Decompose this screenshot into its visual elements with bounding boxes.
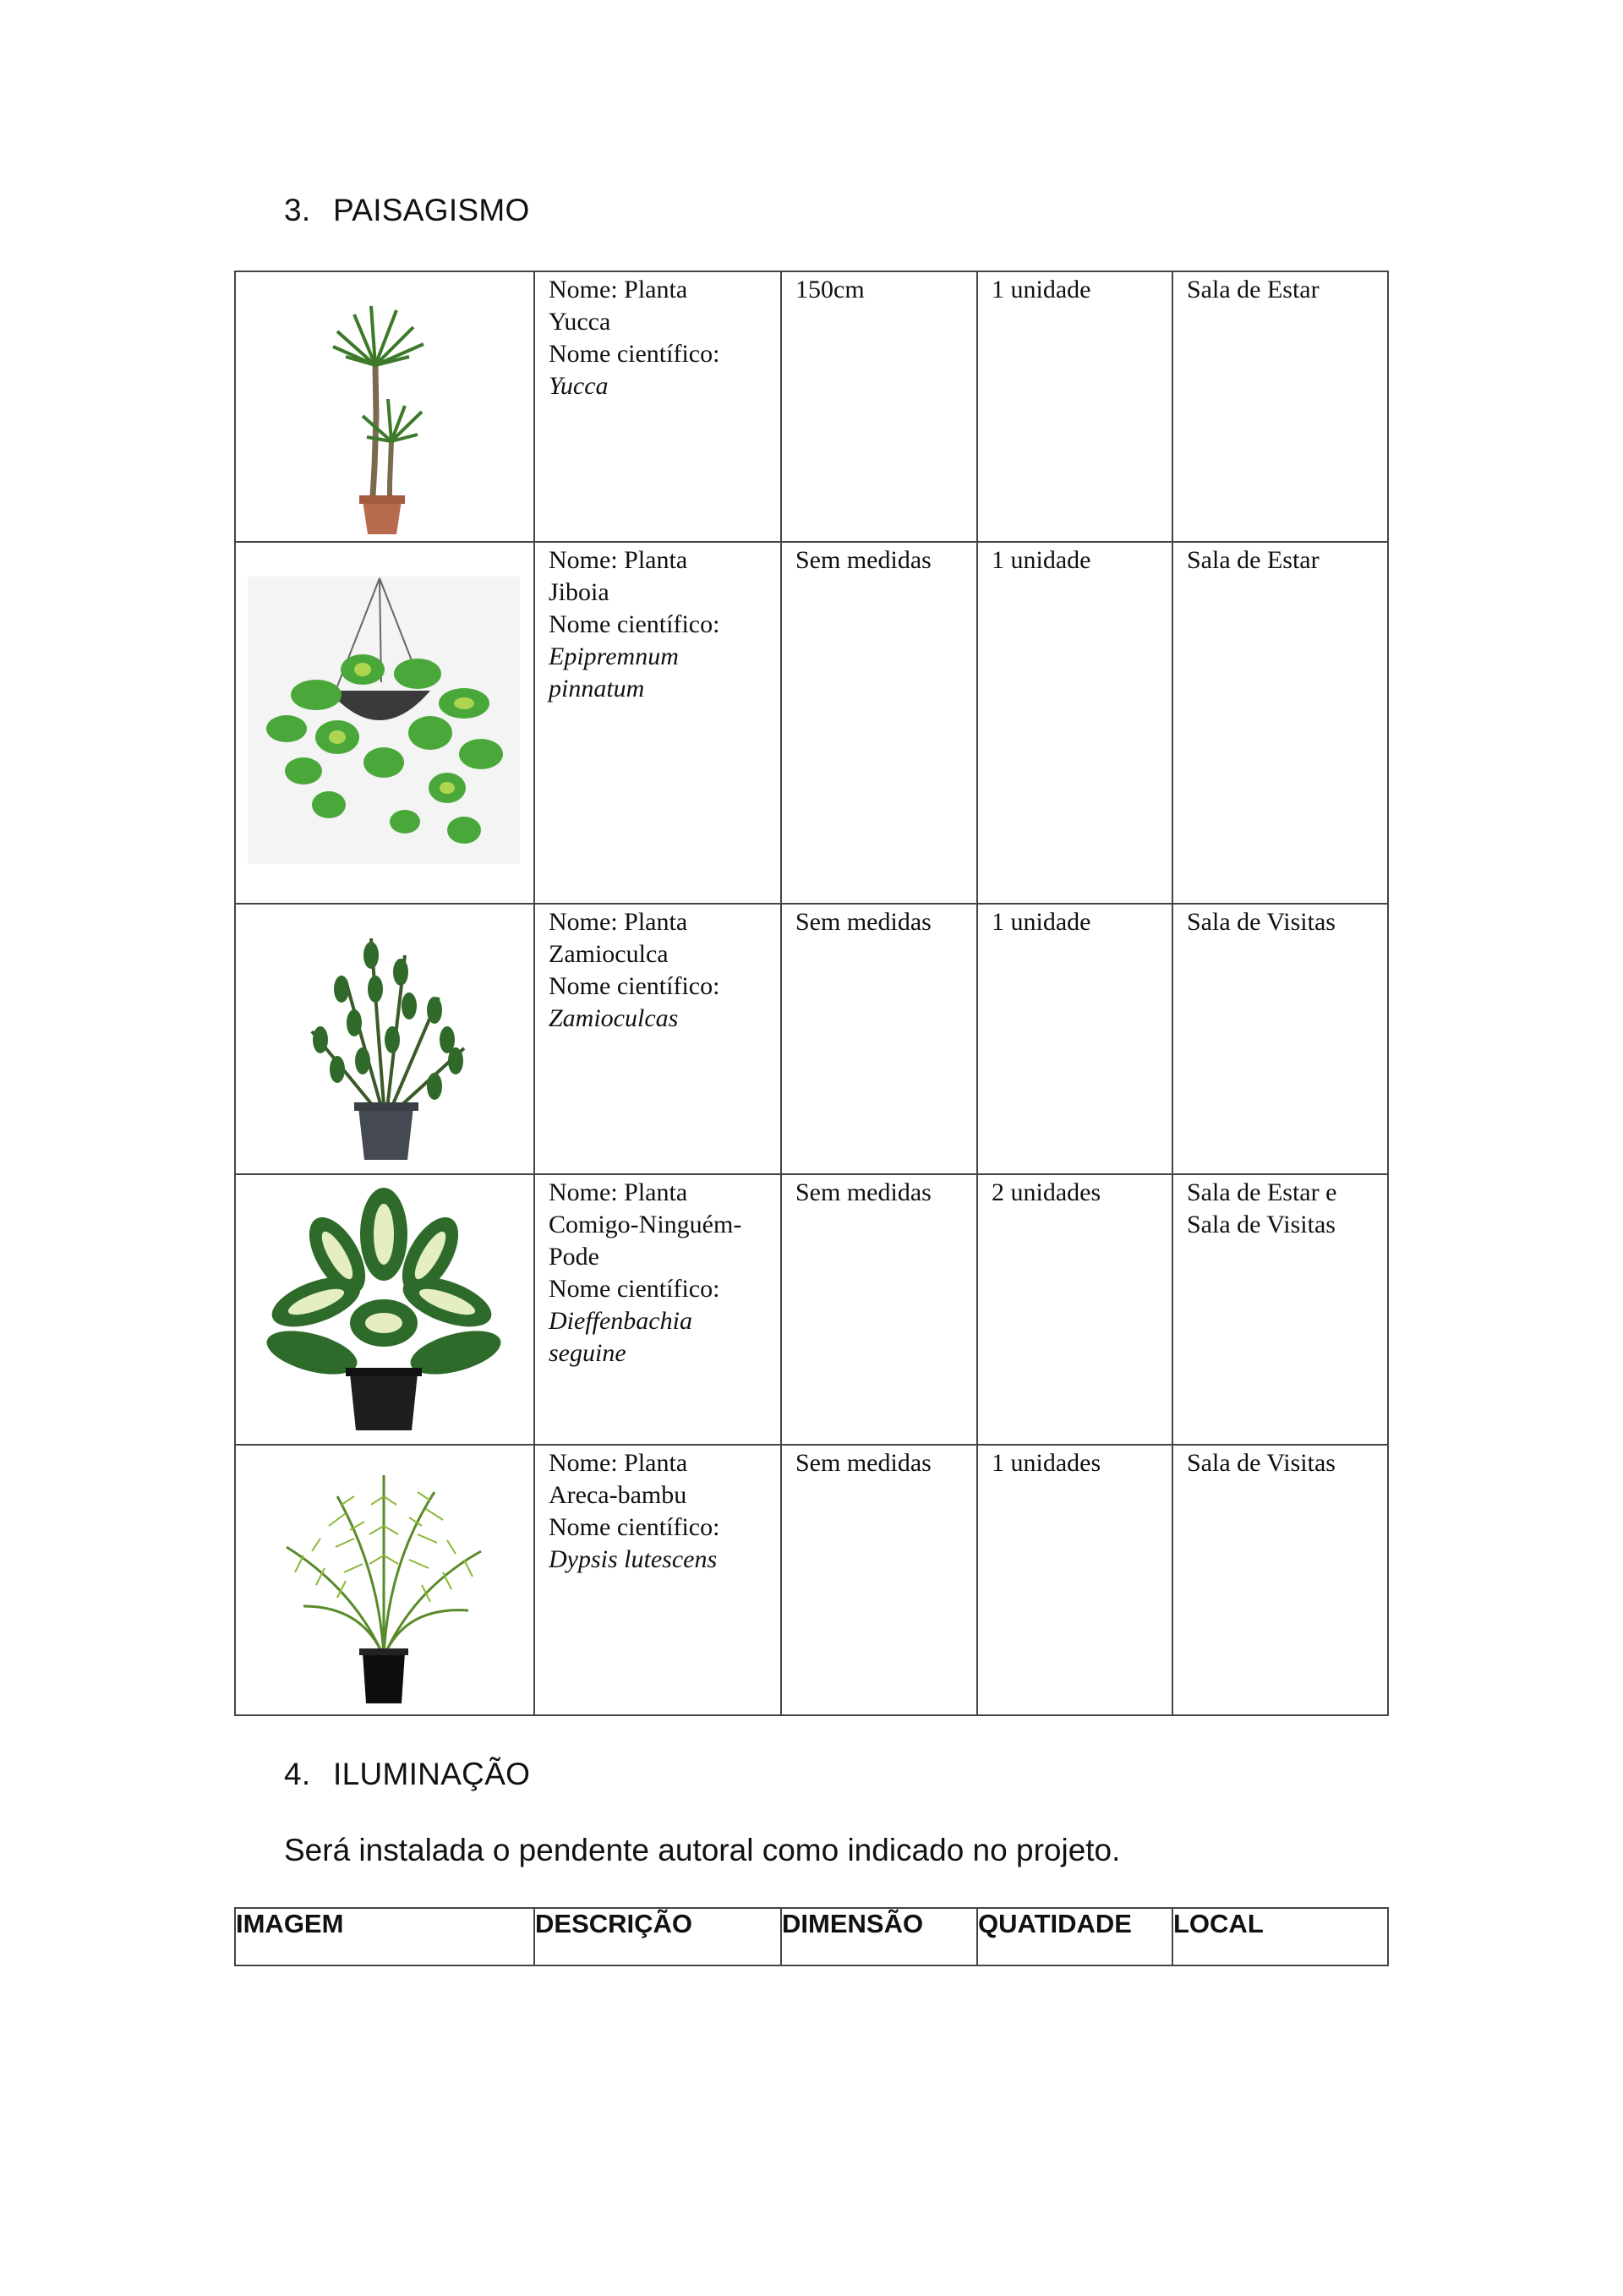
scientific-name: Dypsis lutescens [549,1545,718,1573]
plant-dimension-cell [781,904,977,1174]
plant-name-line: Nome: Planta [549,1449,688,1477]
plant-description [534,542,781,904]
header-local: LOCAL [1172,1908,1388,1965]
scientific-name-label: Nome científico: [549,610,720,638]
plant-description [534,1445,781,1715]
plant-dimension-cell [781,1174,977,1445]
plant-location-cell [1172,904,1388,1174]
plant-quantity: 1 unidade [992,908,1091,936]
plants-table [234,271,1389,1716]
comigo-ninguem-pode-plant-image [235,1174,534,1445]
plant-dimension-cell [781,542,977,904]
plant-name-line: Nome: Planta [549,1178,688,1206]
header-quantidade: QUATIDADE [977,1908,1172,1965]
plant-description [534,271,781,542]
plant-location-cell [1172,1174,1388,1445]
plant-location: Sala de Visitas [1187,1449,1336,1477]
scientific-name-label: Nome científico: [549,1275,720,1303]
scientific-name: pinnatum [549,675,645,702]
plant-name-line: Areca-bambu [549,1481,687,1509]
plant-row [235,904,1388,1174]
areca-bambu-plant-image [235,1445,534,1715]
plant-row [235,1174,1388,1445]
header-dimensao: DIMENSÃO [781,1908,977,1965]
plant-name-line: Nome: Planta [549,546,688,574]
lighting-table-header-row [235,1908,1388,1965]
plant-name-line: Yucca [549,308,611,336]
plant-quantity-cell [977,1174,1172,1445]
plant-dimension-cell [781,1445,977,1715]
scientific-name: Dieffenbachia [549,1307,692,1335]
plant-name-line: Jiboia [549,578,609,606]
zamioculca-plant-image [235,904,534,1174]
plant-quantity-cell [977,1445,1172,1715]
scientific-name: Yucca [549,372,609,400]
plant-location-cell [1172,1445,1388,1715]
plant-name-line: Pode [549,1243,599,1271]
plant-quantity: 1 unidades [992,1449,1101,1477]
plant-dimension: 150cm [795,276,865,303]
plant-name-line: Nome: Planta [549,276,688,303]
section-heading-iluminacao: 4. ILUMINAÇÃO [284,1757,531,1791]
plant-name-line: Nome: Planta [549,908,688,936]
plant-location: Sala de Estar [1187,276,1320,303]
plant-name-line: Comigo-Ninguém- [549,1211,742,1238]
scientific-name: Epipremnum [549,642,679,670]
plant-row [235,542,1388,904]
plant-location-cell [1172,271,1388,542]
plant-location: Sala de Visitas [1187,908,1336,936]
header-imagem: IMAGEM [235,1908,534,1965]
plant-dimension: Sem medidas [795,546,932,574]
plant-quantity-cell [977,542,1172,904]
plant-quantity: 1 unidade [992,276,1091,303]
plant-description [534,1174,781,1445]
yucca-plant-image [235,271,534,542]
scientific-name-label: Nome científico: [549,972,720,1000]
plant-description [534,904,781,1174]
lighting-paragraph: Será instalada o pendente autoral como indicado no projeto. [284,1833,1121,1867]
scientific-name-label: Nome científico: [549,1513,720,1541]
plant-location-cell [1172,542,1388,904]
section-heading-paisagismo: 3. PAISAGISMO [284,193,530,227]
plant-row [235,1445,1388,1715]
plant-location: Sala de Estar e [1187,1178,1337,1206]
plant-quantity-cell [977,904,1172,1174]
plant-row [235,271,1388,542]
lighting-table [234,1907,1389,1966]
plant-dimension: Sem medidas [795,1178,932,1206]
scientific-name: Zamioculcas [549,1004,679,1032]
plant-name-line: Zamioculca [549,940,669,968]
plant-quantity-cell [977,271,1172,542]
plant-location: Sala de Visitas [1187,1211,1336,1238]
scientific-name-label: Nome científico: [549,340,720,368]
header-descricao: DESCRIÇÃO [534,1908,781,1965]
plant-quantity: 2 unidades [992,1178,1101,1206]
plant-dimension-cell [781,271,977,542]
jiboia-plant-image [235,542,534,904]
plant-dimension: Sem medidas [795,1449,932,1477]
plant-quantity: 1 unidade [992,546,1091,574]
plant-dimension: Sem medidas [795,908,932,936]
scientific-name: seguine [549,1339,626,1367]
plant-location: Sala de Estar [1187,546,1320,574]
